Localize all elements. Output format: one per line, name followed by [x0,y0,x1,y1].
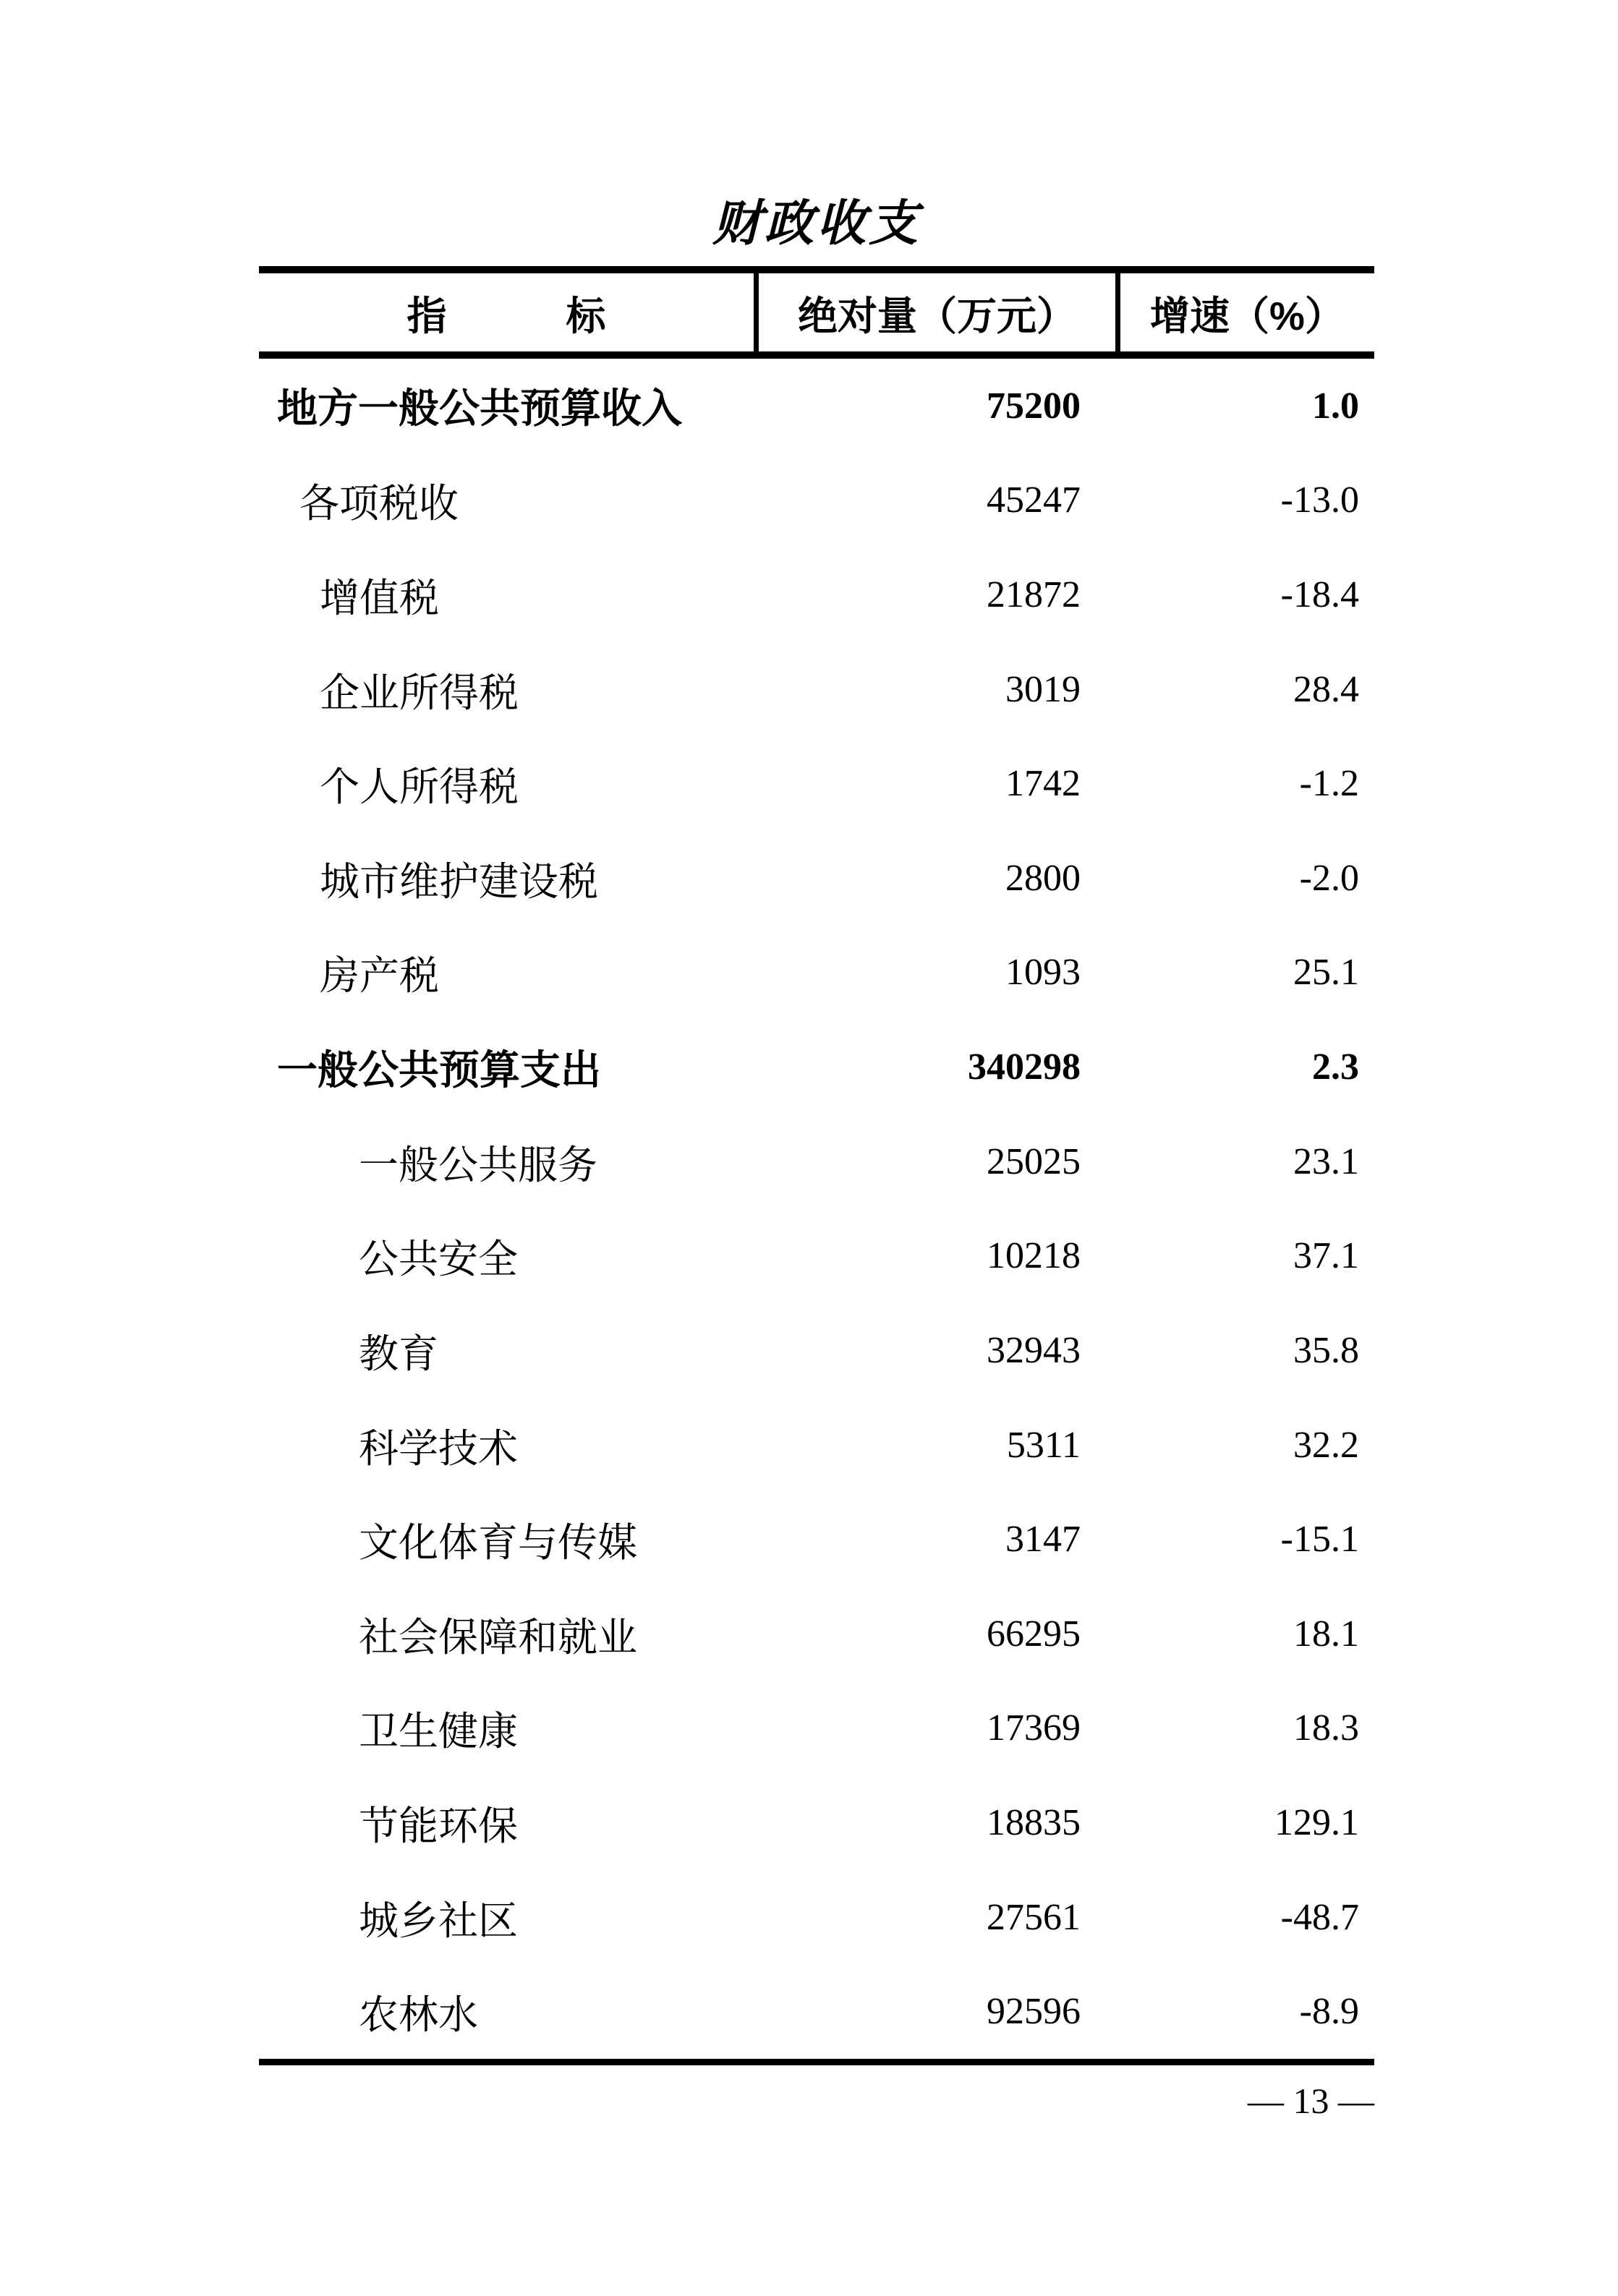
row-growth-value: 25.1 [1293,952,1359,994]
row-growth-value: 37.1 [1293,1235,1359,1277]
row-growth-value: -8.9 [1299,1991,1359,2033]
table-row [259,1303,1374,1398]
table-row [259,1398,1374,1493]
row-label: 城乡社区 [359,1898,519,1943]
row-label: 文化体育与传媒 [359,1521,638,1566]
table-row [259,359,1374,453]
table-row [259,1964,1374,2059]
row-label: 城市维护建设税 [320,859,599,904]
table-row [259,831,1374,926]
table-body [259,359,1374,2059]
row-absolute-value: 27561 [987,1896,1081,1938]
row-label: 地方一般公共预算收入 [277,385,682,432]
row-growth-value: 23.1 [1293,1140,1359,1182]
row-absolute-value: 340298 [968,1046,1081,1088]
table-header-row [259,273,1374,359]
row-label: 个人所得税 [320,765,519,810]
row-label: 各项税收 [299,482,459,526]
row-absolute-value: 21872 [987,574,1081,616]
table-row [259,1681,1374,1776]
table-row [259,736,1374,831]
row-growth-value: 2.3 [1312,1046,1359,1088]
table-row [259,1114,1374,1209]
row-label: 房产税 [320,954,440,999]
row-label: 科学技术 [359,1426,519,1471]
row-growth-value: -2.0 [1299,857,1359,899]
row-growth-value: 1.0 [1312,385,1359,427]
row-absolute-value: 1742 [1005,763,1081,805]
row-growth-value: -13.0 [1280,479,1359,521]
header-growth-rate: 增速（%） [1115,273,1374,351]
page-title: 财政收支 [712,196,921,251]
row-label: 公共安全 [359,1237,519,1282]
row-absolute-value: 75200 [987,385,1081,427]
row-label: 教育 [359,1331,439,1376]
row-label: 农林水 [359,1993,479,2038]
row-absolute-value: 1093 [1005,952,1081,994]
row-label: 企业所得税 [320,670,519,715]
row-absolute-value: 66295 [987,1613,1081,1655]
row-growth-value: 18.1 [1293,1613,1359,1655]
row-absolute-value: 2800 [1005,857,1081,899]
row-absolute-value: 18835 [987,1801,1081,1843]
row-growth-value: 35.8 [1293,1329,1359,1371]
row-growth-value: 129.1 [1274,1801,1359,1843]
header-indicator: 指 标 [406,293,606,338]
header-absolute-amount: 绝对量（万元） [754,273,1115,351]
row-label: 增值税 [320,576,440,621]
row-growth-value: 28.4 [1293,668,1359,710]
table-row [259,642,1374,737]
table-row [259,926,1374,1020]
row-absolute-value: 17369 [987,1707,1081,1749]
table-row [259,547,1374,642]
row-growth-value: -18.4 [1280,574,1359,616]
table-row [259,1587,1374,1681]
row-absolute-value: 5311 [1006,1424,1081,1466]
row-absolute-value: 32943 [987,1329,1081,1371]
row-label: 一般公共预算支出 [277,1046,601,1093]
fiscal-table [259,266,1374,2065]
row-absolute-value: 10218 [987,1235,1081,1277]
row-label: 卫生健康 [359,1710,519,1754]
table-row [259,1870,1374,1965]
row-growth-value: 32.2 [1293,1424,1359,1466]
row-label: 社会保障和就业 [359,1615,638,1660]
table-row [259,1208,1374,1303]
row-label: 节能环保 [359,1804,519,1848]
row-absolute-value: 3147 [1005,1519,1081,1561]
table-row [259,1020,1374,1114]
row-label: 一般公共服务 [359,1143,598,1187]
table-row [259,453,1374,548]
row-absolute-value: 92596 [987,1991,1081,2033]
row-growth-value: -15.1 [1280,1519,1359,1561]
row-absolute-value: 25025 [987,1140,1081,1182]
table-row [259,1492,1374,1587]
row-growth-value: 18.3 [1293,1707,1359,1749]
row-growth-value: -1.2 [1299,763,1359,805]
row-absolute-value: 45247 [987,479,1081,521]
row-absolute-value: 3019 [1005,668,1081,710]
row-growth-value: -48.7 [1280,1896,1359,1938]
table-row [259,1775,1374,1870]
page-number: — 13 — [1248,2081,1374,2121]
